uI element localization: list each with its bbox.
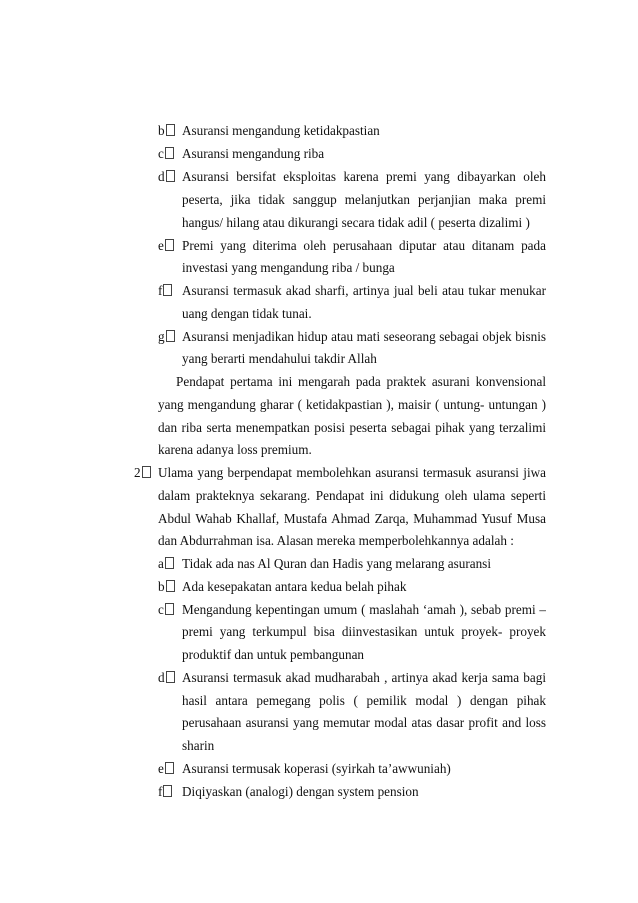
missing-glyph-icon [142, 466, 151, 478]
item-text: Abdul Wahab Khallaf, Mustafa Ahmad Zarqa, Muhammad Yusuf Musa [158, 511, 546, 526]
missing-glyph-icon [166, 580, 175, 592]
missing-glyph-icon [163, 785, 172, 797]
list-item-text: perusahaan asuransi yang memutar modal atas dasar profit and loss [182, 715, 546, 730]
paragraph-line: Pendapat pertama ini mengarah pada praktek asurani konvensional [176, 374, 546, 389]
list-item-text: premi yang terkumpul bisa diinvestasikan untuk proyek- proyek [182, 624, 546, 639]
missing-glyph-icon [165, 147, 174, 159]
paragraph-line: dan riba serta menempatkan posisi peserta sebagai pihak yang terzalimi [158, 420, 546, 435]
list-marker: g [158, 329, 175, 345]
list-item-text: Asuransi termasuk akad sharfi, artinya jual beli atau tukar menukar [182, 283, 546, 298]
list-item-text: Ada kesepakatan antara kedua belah pihak [182, 579, 407, 594]
list-marker: a [158, 556, 174, 572]
item-text: dalam prakteknya sekarang. Pendapat ini didukung oleh ulama seperti [158, 488, 546, 503]
list-item-text: Asuransi bersifat eksploitas karena premi yang dibayarkan oleh [182, 169, 546, 184]
list-marker: d [158, 169, 175, 185]
list-item-text: Asuransi mengandung ketidakpastian [182, 123, 380, 138]
list-item-text: Diqiyaskan (analogi) dengan system pension [182, 784, 419, 799]
list-item-text: produktif dan untuk pembangunan [182, 647, 365, 662]
list-item-text: Asuransi mengandung riba [182, 146, 325, 161]
list-item-text: Tidak ada nas Al Quran dan Hadis yang melarang asuransi [182, 556, 491, 571]
list-item-text: Premi yang diterima oleh perusahaan diputar atau ditanam pada [182, 238, 546, 253]
list-item-text: sharin [182, 738, 215, 753]
missing-glyph-icon [165, 557, 174, 569]
missing-glyph-icon [166, 170, 175, 182]
list-item-text: Asuransi termusak koperasi (syirkah ta’awwuniah) [182, 761, 451, 776]
list-marker: b [158, 579, 175, 595]
list-item-text: Asuransi menjadikan hidup atau mati seseorang sebagai objek bisnis [182, 329, 546, 344]
list-item-text: yang berarti mendahului takdir Allah [182, 351, 377, 366]
list-marker: d [158, 670, 175, 686]
list-marker: e [158, 238, 174, 254]
list-item-text: Mengandung kepentingan umum ( maslahah ‘amah ), sebab premi – [182, 602, 546, 617]
paragraph-line: yang mengandung gharar ( ketidakpastian ), maisir ( untung- untungan ) [158, 397, 546, 412]
numbered-marker: 2 [134, 465, 151, 481]
list-marker: b [158, 123, 175, 139]
missing-glyph-icon [165, 762, 174, 774]
missing-glyph-icon [166, 330, 175, 342]
list-item-text: Asuransi termasuk akad mudharabah , artinya akad kerja sama bagi [182, 670, 546, 685]
item-text: dan Abdurrahman isa. Alasan mereka memperbolehkannya adalah : [158, 533, 514, 548]
missing-glyph-icon [166, 124, 175, 136]
list-item-text: uang dengan tidak tunai. [182, 306, 312, 321]
list-marker: c [158, 146, 174, 162]
list-item-text: hasil antara pemegang polis ( pemilik modal ) dengan pihak [182, 693, 546, 708]
missing-glyph-icon [163, 284, 172, 296]
list-item-text: peserta, jika tidak sanggup melanjutkan perjanjian maka premi [182, 192, 546, 207]
list-marker: f [158, 784, 172, 800]
item-text: Ulama yang berpendapat membolehkan asuransi termasuk asuransi jiwa [158, 465, 546, 480]
list-item-text: investasi yang mengandung riba / bunga [182, 260, 395, 275]
missing-glyph-icon [165, 239, 174, 251]
list-marker: e [158, 761, 174, 777]
list-marker: c [158, 602, 174, 618]
missing-glyph-icon [165, 603, 174, 615]
paragraph-line: karena adanya loss premium. [158, 442, 312, 457]
list-marker: f [158, 283, 172, 299]
missing-glyph-icon [166, 671, 175, 683]
list-item-text: hangus/ hilang atau dikurangi secara tidak adil ( peserta dizalimi ) [182, 215, 530, 230]
